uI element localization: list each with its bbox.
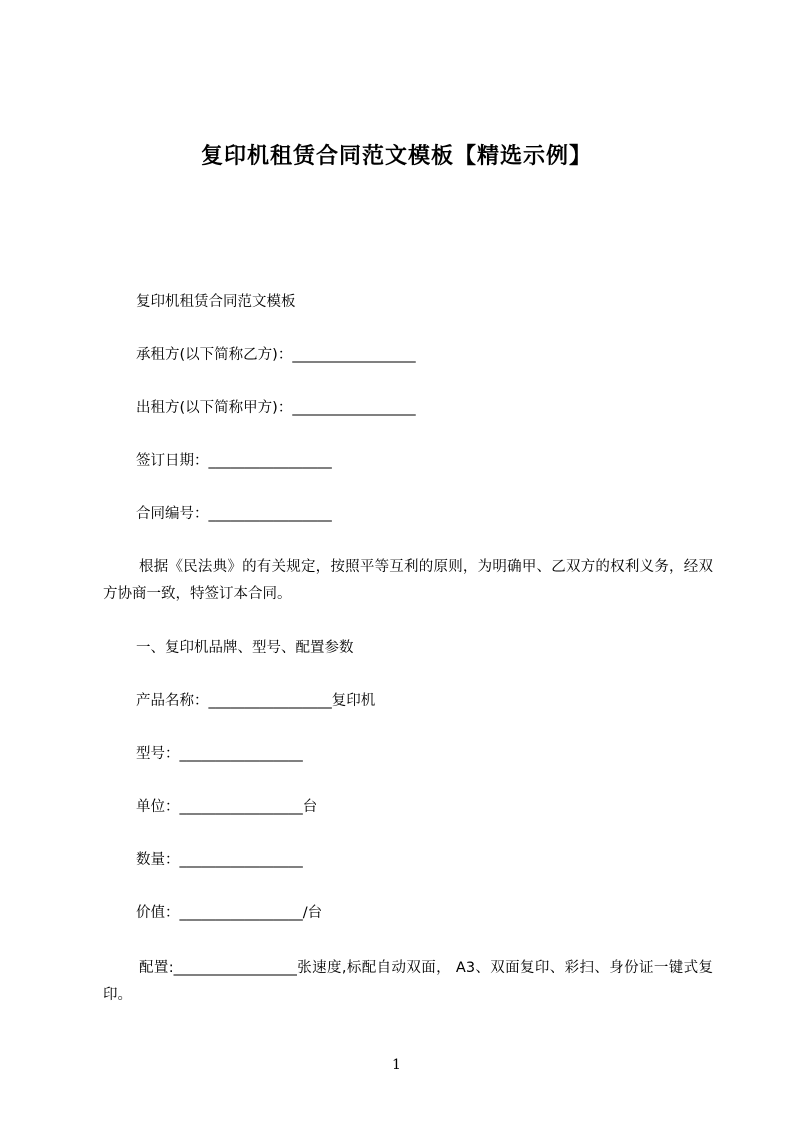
product-name-field-line: 产品名称：_________________复印机 bbox=[136, 693, 376, 709]
preamble-paragraph: 根据《民法典》的有关规定，按照平等互利的原则，为明确甲、乙双方的权利义务，经双方协商一致，特签订本合同。 bbox=[103, 559, 713, 602]
model-field-line: 型号：_________________ bbox=[136, 746, 303, 762]
configuration-paragraph: 配置:_________________张速度,标配自动双面， A3、双面复印、彩扫、身份证一键式复印。 bbox=[103, 960, 713, 1003]
lessee-field-line: 承租方(以下简称乙方)：_________________ bbox=[136, 347, 416, 363]
sign-date-field-line: 签订日期：_________________ bbox=[136, 453, 332, 469]
quantity-field-line: 数量：_________________ bbox=[136, 852, 303, 868]
page-title: 复印机租赁合同范文模板【精选示例】 bbox=[200, 144, 592, 169]
page-number: 1 bbox=[392, 1057, 401, 1073]
lessor-field-line: 出租方(以下简称甲方)：_________________ bbox=[136, 400, 416, 416]
section-1-heading: 一、复印机品牌、型号、配置参数 bbox=[136, 640, 354, 656]
unit-field-line: 单位：_________________台 bbox=[136, 799, 318, 815]
value-field-line: 价值：_________________/台 bbox=[136, 905, 323, 921]
document-subtitle: 复印机租赁合同范文模板 bbox=[136, 294, 296, 310]
contract-number-field-line: 合同编号：_________________ bbox=[136, 506, 332, 522]
